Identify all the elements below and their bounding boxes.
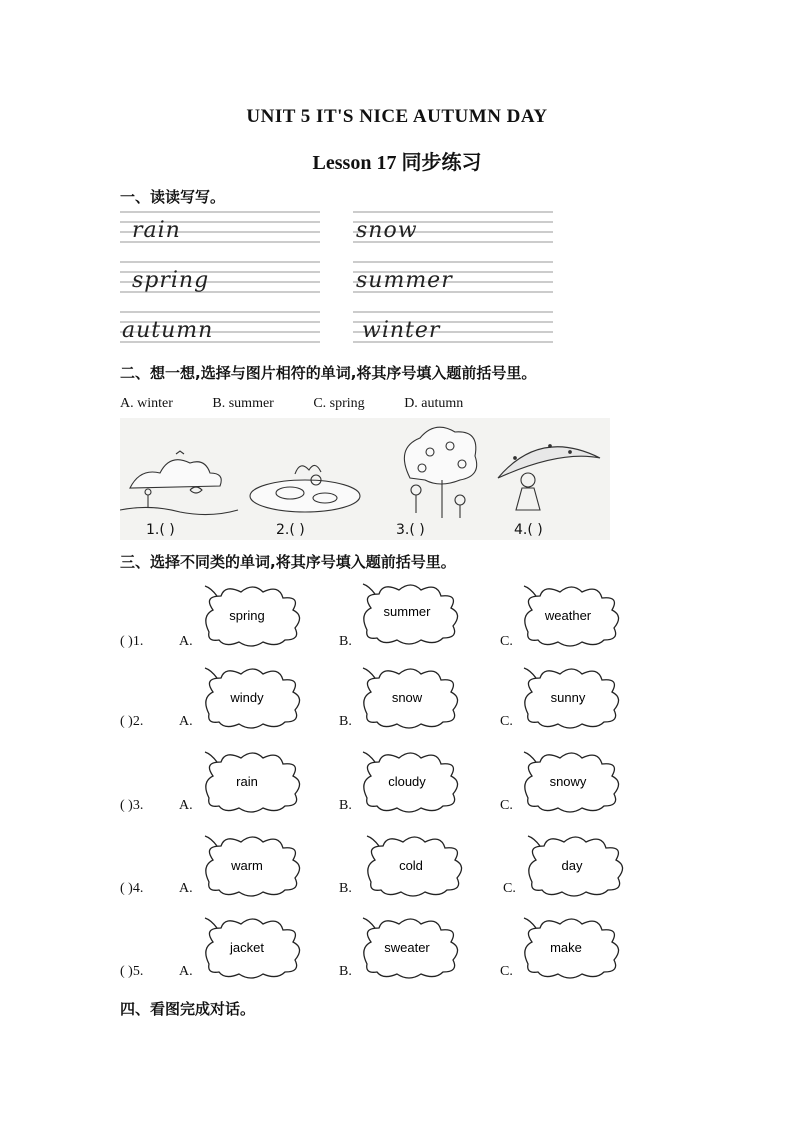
word-options	[120, 396, 499, 412]
row-label: ( )1.	[120, 634, 144, 649]
row-label: ( )2.	[120, 714, 144, 729]
option-d: D. autumn	[404, 396, 464, 411]
leaf-card	[355, 664, 465, 730]
option-letter: C.	[503, 881, 516, 896]
option-letter: A.	[179, 881, 193, 896]
picture-answer-3: 3.( )	[396, 522, 425, 538]
leaf-card	[359, 832, 469, 898]
option-letter: B.	[339, 714, 352, 729]
leaf-word: windy	[230, 690, 264, 705]
option-letter: B.	[339, 881, 352, 896]
picture-answer-2: 2.( )	[276, 522, 305, 538]
option-a: A. winter	[120, 396, 173, 411]
leaf-word: snowy	[549, 774, 587, 789]
option-c: C. spring	[313, 396, 365, 411]
leaf-word: cloudy	[388, 774, 426, 789]
option-letter: A.	[179, 964, 193, 979]
leaf-word: sunny	[550, 690, 586, 705]
leaf-card	[197, 832, 307, 898]
leaf-word: sweater	[384, 940, 430, 955]
leaf-card	[197, 582, 307, 648]
leaf-word: rain	[236, 774, 258, 789]
leaf-word: weather	[544, 608, 592, 623]
leaf-card	[516, 748, 626, 814]
leaf-word: cold	[399, 858, 423, 873]
option-b: B. summer	[212, 396, 274, 411]
option-letter: C.	[500, 634, 513, 649]
leaf-card	[516, 664, 626, 730]
leaf-card	[355, 580, 465, 646]
section2-heading: 二、想一想,选择与图片相符的单词,将其序号填入题前括号里。	[120, 364, 537, 382]
option-letter: A.	[179, 714, 193, 729]
option-letter: A.	[179, 798, 193, 813]
section1-heading: 一、读读写写。	[120, 188, 226, 206]
leaf-word: warm	[231, 858, 263, 873]
lesson-subtitle: Lesson 17 同步练习	[312, 152, 482, 174]
option-letter: A.	[179, 634, 193, 649]
page-title: UNIT 5 IT'S NICE AUTUMN DAY	[246, 106, 548, 127]
picture-answer-4: 4.( )	[514, 522, 543, 538]
option-letter: B.	[339, 634, 352, 649]
option-letter: B.	[339, 798, 352, 813]
leaf-card	[197, 748, 307, 814]
option-letter: C.	[500, 798, 513, 813]
leaf-card	[355, 914, 465, 980]
handwriting-word: summer	[356, 268, 453, 293]
option-letter: B.	[339, 964, 352, 979]
picture-answer-1: 1.( )	[146, 522, 175, 538]
row-label: ( )5.	[120, 964, 144, 979]
section3-heading: 三、选择不同类的单词,将其序号填入题前括号里。	[120, 553, 456, 571]
handwriting-word: autumn	[122, 318, 214, 343]
leaf-word: snow	[391, 690, 423, 705]
leaf-card	[516, 582, 626, 648]
handwriting-word: winter	[362, 318, 441, 343]
leaf-card	[197, 914, 307, 980]
leaf-card	[516, 914, 626, 980]
handwriting-word: spring	[132, 268, 210, 293]
leaf-card	[197, 664, 307, 730]
leaf-word: day	[561, 858, 583, 873]
option-letter: C.	[500, 964, 513, 979]
handwriting-word: rain	[132, 218, 181, 243]
handwriting-word: snow	[356, 218, 418, 243]
section4-heading: 四、看图完成对话。	[120, 1000, 256, 1018]
option-letter: C.	[500, 714, 513, 729]
leaf-card	[355, 748, 465, 814]
row-label: ( )3.	[120, 798, 144, 813]
leaf-word: spring	[229, 608, 265, 623]
leaf-word: jacket	[230, 940, 264, 955]
leaf-card	[520, 832, 630, 898]
row-label: ( )4.	[120, 881, 144, 896]
leaf-word: summer	[383, 604, 431, 619]
leaf-word: make	[550, 940, 582, 955]
